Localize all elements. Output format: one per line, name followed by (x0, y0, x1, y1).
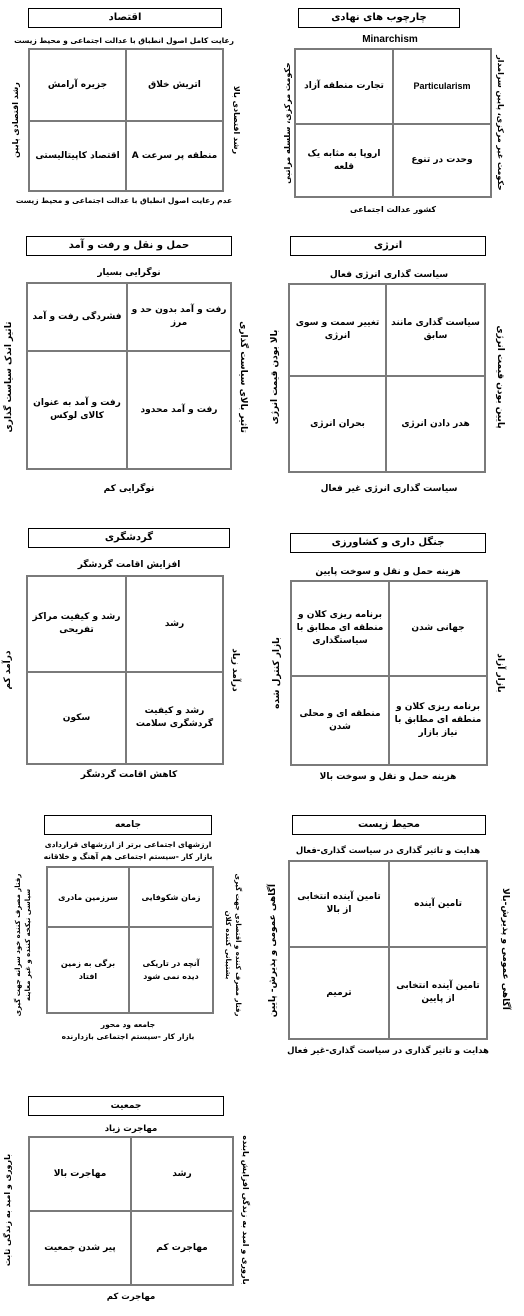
quadrant-top-right: تامین آینده (414, 898, 462, 909)
quadrant-bottom-right: رشد و کیفیت گردشگری سلامت (135, 706, 214, 729)
quadrant-bottom-right: مهاجرت کم (156, 1242, 208, 1253)
quadrant-bottom-left: پیر شدن جمعیت (44, 1242, 116, 1253)
axis-bottom-label-1: جامعه ود محور (100, 1020, 156, 1029)
axis-left-label: درآمد کم (3, 650, 13, 690)
axis-right-label: درآمد زیاد (230, 648, 240, 692)
axis-right-label: بازار آزاد (495, 653, 505, 693)
quadrant-top-left: فشردگی رفت و آمد (32, 311, 122, 322)
quadrant-top-left: تامین آینده انتخابی از بالا (297, 892, 381, 915)
panel-title: چارچوب های نهادی (298, 8, 460, 28)
axis-left-label: بالا بودن قیمت انرژی (270, 329, 280, 425)
quadrant-top-right: اتریش خلاق (148, 79, 201, 90)
quadrant-bottom-right: آنچه در تاریکی دیده نمی شود (142, 959, 200, 981)
quadrant-bottom-left: رفت و آمد به عنوان کالای لوکس (33, 398, 121, 421)
quadrant-bottom-right: وحدت در تنوع (411, 155, 473, 165)
quadrant-top-right: رشد (172, 1168, 192, 1179)
axis-left-label: آگاهی عمومی و پذیرش- پایین (268, 884, 278, 1018)
axis-left-label: بازار کنترل شده (272, 637, 282, 709)
axis-top-label: سیاست گذاری انرژی فعال (329, 270, 449, 280)
quadrant-top-right: زمان شکوفایی (141, 892, 201, 902)
panel-title: انرژی (290, 236, 486, 256)
axis-right-label: رفتار مصرف کننده و اقتصادی جهت گیری بشتیبانی کننده کلان (224, 873, 242, 1017)
quadrant-bottom-right: برنامه ریزی کلان و منطقه ای مطابق با نیاز بازار (394, 702, 482, 738)
quadrant-grid (46, 866, 214, 1014)
quadrant-top-right: جهانی شدن (411, 623, 465, 633)
axis-right-label: حکومت غیر مرکزی، پایین سرامدار (496, 55, 505, 191)
quadrant-top-right: سیاست گذاری مانند سابق (391, 318, 480, 341)
axis-left-label: رفتار مصرف کننده خود سرانه جهت گیری سیاسی نیکخه کننده و غیر معاینه (14, 873, 32, 1017)
axis-bottom-label: مهاجرت کم (106, 1292, 156, 1302)
axis-top-label: مهاجرت زیاد (104, 1124, 158, 1134)
panel-title: محیط زیست (292, 815, 486, 835)
axis-bottom-label: هدایت و تاثیر گذاری در سیاست گذاری-غیر فعال (287, 1046, 489, 1056)
quadrant-bottom-left: اقتصاد کاپیتالیستی (35, 150, 120, 161)
quadrant-bottom-right: رفت و آمد محدود (140, 404, 218, 415)
axis-bottom-label: کاهش اقامت گردشگر (80, 770, 178, 780)
axis-right-label: تاثیر بالای سیاست گذاری (238, 321, 248, 433)
quadrant-top-left: سرزمین مادری (58, 892, 118, 902)
panel-title: جنگل داری و کشاورزی (290, 533, 486, 553)
quadrant-top-left: مهاجرت بالا (53, 1168, 107, 1179)
panel-title: جامعه (44, 815, 212, 835)
quadrant-bottom-left: اروپا به مثابه یک قلعه (307, 148, 381, 172)
quadrant-top-left: رشد و کیفیت مراکز تفریحی (32, 612, 121, 635)
axis-left-label: حکومت مرکزی، سلسله مراتبی (283, 62, 292, 184)
axis-right-label: باروری و امید به زندگی افزایش یابنده (241, 1135, 250, 1285)
axis-top-label: Minarchism (362, 34, 418, 45)
quadrant-grid (294, 48, 492, 198)
panel-title: حمل و نقل و رفت و آمد (26, 236, 232, 256)
axis-top-label-2: بازار کار -سیستم اجتماعی هم آهنگ و خلاقانه (43, 852, 213, 861)
axis-top-label: هزینه حمل و نقل و سوخت پایین (315, 567, 461, 577)
quadrant-top-right: رشد (164, 618, 185, 629)
axis-bottom-label: سیاست گذاری انرژی غیر فعال (320, 484, 458, 494)
axis-left-label: تاثیر اندک سیاست گذاری (4, 321, 14, 433)
quadrant-grid (28, 48, 224, 192)
axis-left-label: باروری و امید به زندگی ثابت (3, 1153, 12, 1267)
axis-top-label-1: ارزشهای اجتماعی برتر از ارزشهای قراردادی (44, 840, 212, 849)
quadrant-top-left: برنامه ریزی کلان و منطقه ای مطابق با سیاستگذاری (296, 610, 384, 646)
quadrant-bottom-right: هدر دادن انرژی (401, 418, 470, 429)
axis-right-label: رشد اقتصادی بالا (232, 85, 241, 155)
quadrant-bottom-left: سکون (62, 712, 91, 723)
quadrant-top-left: جزیره آرامش (47, 79, 108, 90)
axis-bottom-label: کشور عدالت اجتماعی (350, 205, 436, 214)
axis-left-label: رشد اقتصادی پایین (11, 82, 20, 158)
axis-right-label: آگاهی عمومی و پذیرش-بالا (500, 888, 510, 1010)
quadrant-top-left: تجارت منطقه آزاد (304, 81, 384, 91)
quadrant-top-left: تغییر سمت و سوی انرژی (295, 318, 380, 341)
quadrant-bottom-right: منطقه پر سرعت A (131, 150, 218, 161)
quadrant-grid (290, 580, 488, 766)
quadrant-grid (26, 575, 224, 765)
axis-top-label: رعایت کامل اصول انطباق با عدالت اجتماعی و محیط زیست (14, 36, 234, 45)
panel-title: جمعیت (28, 1096, 224, 1116)
quadrant-bottom-left: برگی به زمین افتاد (60, 959, 116, 981)
quadrant-top-right: رفت و آمد بدون حد و مرز (131, 305, 227, 328)
quadrant-grid (288, 860, 488, 1040)
quadrant-bottom-right: تامین آینده انتخابی از پایین (396, 981, 480, 1004)
quadrant-bottom-left: منطقه ای و محلی شدن (299, 708, 381, 732)
quadrant-grid (28, 1136, 234, 1286)
panel-title: اقتصاد (28, 8, 222, 28)
panel-title: گردشگری (28, 528, 230, 548)
quadrant-grid (288, 283, 486, 473)
axis-top-label: هدایت و تاثیر گذاری در سیاست گذاری-فعال (295, 846, 481, 856)
axis-bottom-label: نوگرایی کم (103, 484, 155, 494)
axis-right-label: پایین بودن قیمت انرژی (495, 325, 505, 429)
quadrant-top-right: Particularism (413, 81, 471, 91)
axis-bottom-label-2: بازار کار -سیستم اجتماعی بازدارنده (61, 1032, 195, 1041)
quadrant-grid (26, 282, 232, 470)
axis-top-label: نوگرایی بسیار (97, 268, 161, 278)
quadrant-bottom-left: بحران انرژی (310, 418, 365, 429)
axis-top-label: افزایش اقامت گردشگر (77, 560, 181, 570)
quadrant-bottom-left: ترمیم (326, 987, 352, 998)
axis-bottom-label: هزینه حمل و نقل و سوخت بالا (319, 772, 457, 782)
axis-bottom-label: عدم رعایت اصول انطباق با عدالت اجتماعی و محیط زیست (15, 196, 233, 205)
